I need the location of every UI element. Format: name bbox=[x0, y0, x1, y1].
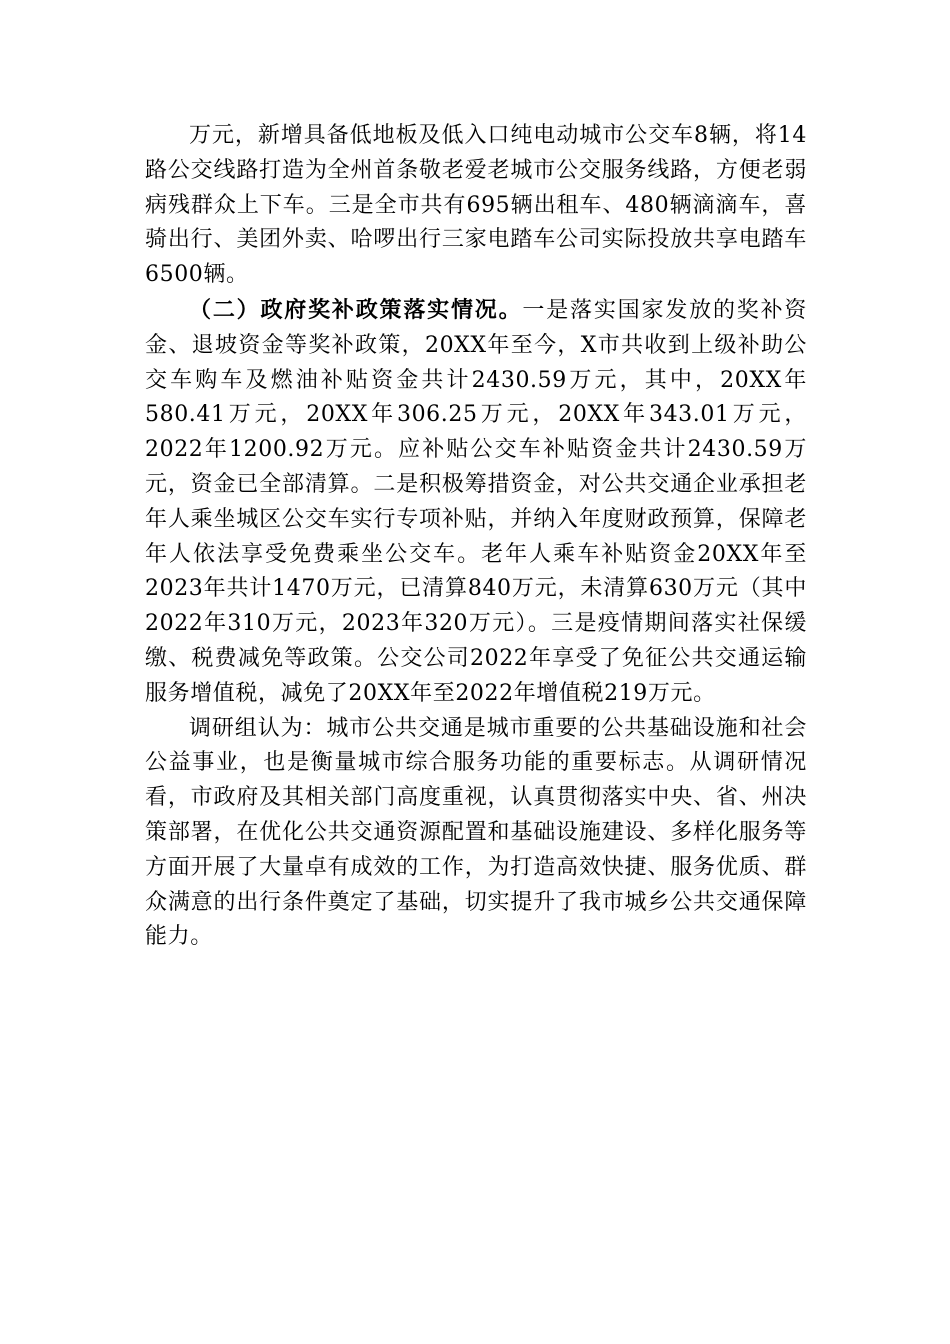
paragraph-subsidy-policy bbox=[145, 293, 807, 712]
paragraph-bus-fleet bbox=[145, 119, 807, 293]
paragraph-text: 万元，新增具备低地板及低入口纯电动城市公交车8辆，将14路公交线路打造为全州首条敬老爱老城市公交服务线路，方便老弱病残群众上下车。三是全市共有695辆出租车、480辆滴滴车，喜骑出行、美团外卖、哈啰出行三家电踏车公司实际投放共享电踏车6500辆。 bbox=[145, 123, 807, 288]
paragraph-text: 一是落实国家发放的奖补资金、退坡资金等奖补政策，20XX年至今，X市共收到上级补助公交车购车及燃油补贴资金共计2430.59万元，其中，20XX年580.41万元，20XX年306.25万元，20XX年343.01万元，2022年1200.92万元。应补贴公交车补贴资金共计2430.59万元，资金已全部清算。二是积极筹措资金，对公共交通企业承担老年人乘坐城区公交车实行专项补贴，并纳入年度财政预算，保障老年人依法享受免费乘坐公交车。老年人乘车补贴资金20XX年至2023年共计1470万元，已清算840万元，未清算630万元（其中2022年310万元，2023年320万元）。三是疫情期间落实社保缓缴、税费减免等政策。公交公司2022年享受了免征公共交通运输服务增值税，减免了20XX年至2022年增值税219万元。 bbox=[145, 297, 807, 706]
paragraph-conclusion bbox=[145, 712, 807, 956]
paragraph-text: 调研组认为：城市公共交通是城市重要的公共基础设施和社会公益事业，也是衡量城市综合服务功能的重要标志。从调研情况看，市政府及其相关部门高度重视，认真贯彻落实中央、省、州决策部署，在优化公共交通资源配置和基础设施建设、多样化服务等方面开展了大量卓有成效的工作，为打造高效快捷、服务优质、群众满意的出行条件奠定了基础，切实提升了我市城乡公共交通保障能力。 bbox=[145, 715, 807, 950]
document-body bbox=[145, 119, 807, 955]
section-heading: （二）政府奖补政策落实情况。 bbox=[189, 296, 523, 323]
